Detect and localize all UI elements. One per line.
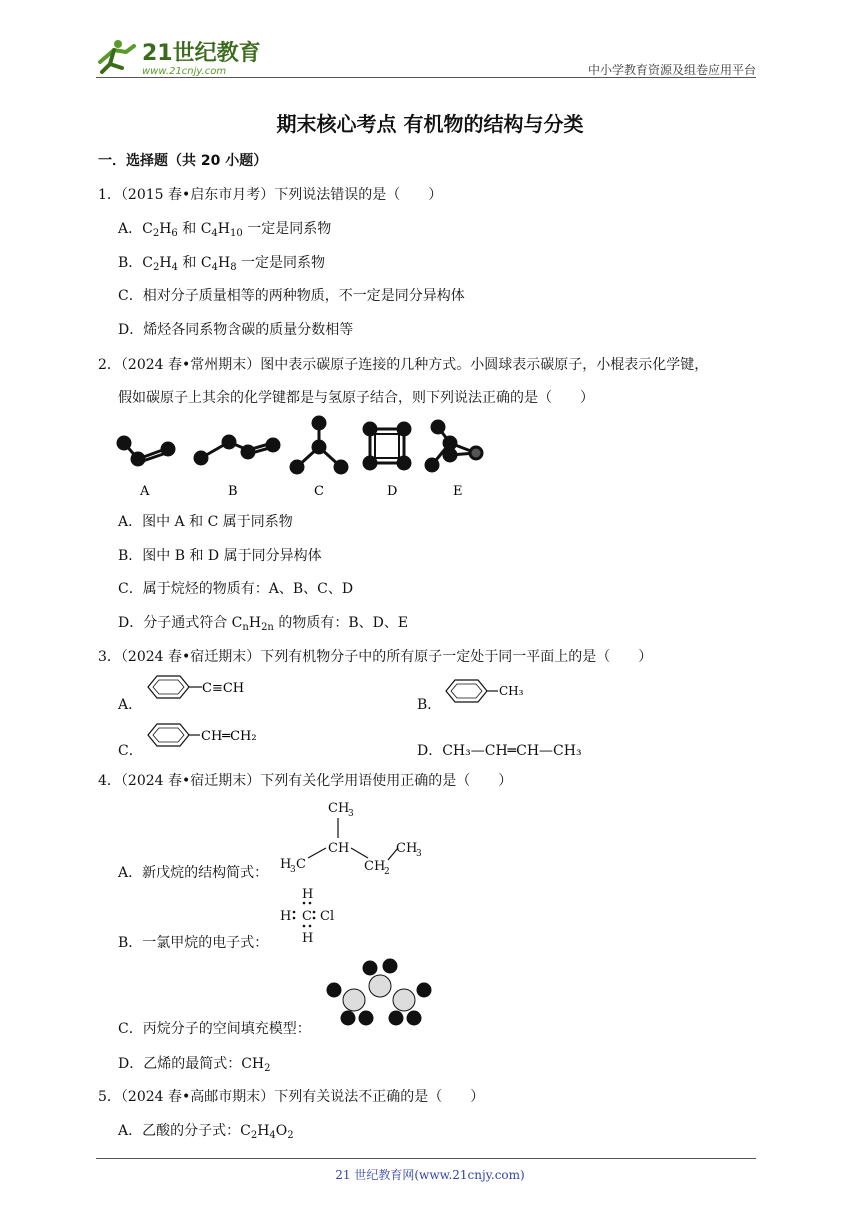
- carbon-chain-figure: [110, 415, 490, 505]
- phenylacetylene-structure: [142, 672, 262, 702]
- q3-option-c-label: C．: [118, 743, 143, 759]
- q2-option-a: A．图中 A 和 C 属于同系物: [118, 514, 293, 530]
- q2-option-d: D．分子通式符合 $C_nH_{2n}$ 的物质有：B、D、E: [118, 615, 409, 633]
- q4-option-d: D．乙烯的最简式：$CH_2$: [118, 1056, 271, 1074]
- molecule-e: [426, 421, 482, 471]
- section-heading: 一．选择题（共 20 小题）: [98, 153, 268, 169]
- svg-text:3: 3: [290, 865, 296, 875]
- chloromethane-electron-dot: [276, 884, 356, 950]
- svg-text:CH: CH: [364, 859, 386, 874]
- fig-label-e: E: [453, 484, 463, 499]
- svg-text:H: H: [302, 887, 314, 902]
- fig-label-c: C: [314, 484, 324, 499]
- page-header: [96, 28, 756, 78]
- q3-stem: 3．（2024 春•宿迁期末）下列有机物分子中的所有原子一定处于同一平面上的是（ ）: [98, 649, 653, 665]
- q1-option-b: B．$C_2H_4$ 和 $C_4H_8$ 一定是同系物: [118, 255, 326, 273]
- q2-stem-line2: 假如碳原子上其余的化学键都是与氢原子结合，则下列说法正确的是（ ）: [118, 390, 594, 406]
- q4-option-b: B．一氯甲烷的电子式：: [118, 935, 269, 951]
- svg-text:Cl: Cl: [320, 909, 335, 924]
- runner-icon: [100, 40, 134, 72]
- fig-label-b: B: [228, 484, 238, 499]
- q4-option-a: A．新戊烷的结构简式：: [118, 865, 269, 881]
- q2-option-c: C．属于烷烃的物质有：A、B、C、D: [118, 581, 354, 597]
- header-divider: [96, 77, 756, 78]
- molecule-d: [364, 423, 410, 469]
- logo: [96, 36, 266, 78]
- q1-option-d: D．烯烃各同系物含碳的质量分数相等: [118, 322, 354, 338]
- styrene-structure: [142, 720, 282, 750]
- q1-option-c: C．相对分子质量相等的两种物质，不一定是同分异构体: [118, 288, 465, 304]
- toluene-structure: [440, 676, 540, 706]
- q3-a-group: C≡CH: [202, 681, 245, 696]
- propane-space-filling-model: [324, 956, 434, 1030]
- fig-label-d: D: [387, 484, 398, 499]
- svg-text:2: 2: [384, 867, 390, 877]
- q3-option-a-label: A．: [118, 697, 143, 713]
- svg-text:3: 3: [348, 809, 354, 819]
- q4-stem: 4．（2024 春•宿迁期末）下列有关化学用语使用正确的是（ ）: [98, 773, 513, 789]
- molecule-a: [118, 437, 174, 465]
- page-title: 期末核心考点 有机物的结构与分类: [276, 112, 584, 136]
- svg-text:CH: CH: [328, 801, 350, 816]
- logo-url: www.21cnjy.com: [142, 66, 227, 77]
- molecule-c: [291, 417, 347, 473]
- q2-option-b: B．图中 B 和 D 属于同分异构体: [118, 548, 322, 564]
- q5-stem: 5．（2024 春•高邮市期末）下列有关说法不正确的是（ ）: [98, 1089, 485, 1105]
- footer-divider: [96, 1158, 756, 1159]
- svg-text:CH: CH: [396, 841, 418, 856]
- footer-text: 21 世纪教育网(www.21cnjy.com): [335, 1168, 525, 1182]
- q5-option-a: A．乙酸的分子式：$C_2H_4O_2$: [118, 1123, 294, 1141]
- svg-text:C: C: [296, 857, 306, 872]
- q4-option-c: C．丙烷分子的空间填充模型：: [118, 1021, 311, 1037]
- q3-option-d: D．CH₃—CH═CH—CH₃: [417, 743, 582, 759]
- molecule-b: [195, 436, 279, 464]
- q1-stem: 1．（2015 春•启东市月考）下列说法错误的是（ ）: [98, 187, 443, 203]
- header-platform-text: 中小学教育资源及组卷应用平台: [587, 63, 756, 77]
- svg-text:CH: CH: [328, 841, 350, 856]
- q2-stem-line1: 2．（2024 春•常州期末）图中表示碳原子连接的几种方式。小圆球表示碳原子，小棍表示化学键，: [98, 357, 709, 373]
- q1-option-a: A．$C_2H_6$ 和 $C_4H_{10}$ 一定是同系物: [118, 221, 332, 239]
- q3-b-group: CH₃: [499, 684, 524, 698]
- q3-c-group: CH═CH₂: [201, 729, 257, 744]
- q3-option-b-label: B．: [417, 697, 442, 713]
- svg-text:H: H: [302, 931, 314, 946]
- neopentane-structure: [276, 796, 436, 880]
- svg-text:H: H: [280, 857, 292, 872]
- fig-label-a: A: [140, 484, 150, 499]
- svg-text:C: C: [302, 909, 312, 924]
- svg-text:H: H: [280, 909, 292, 924]
- logo-text: 21世纪教育: [142, 41, 261, 66]
- svg-text:3: 3: [416, 849, 422, 859]
